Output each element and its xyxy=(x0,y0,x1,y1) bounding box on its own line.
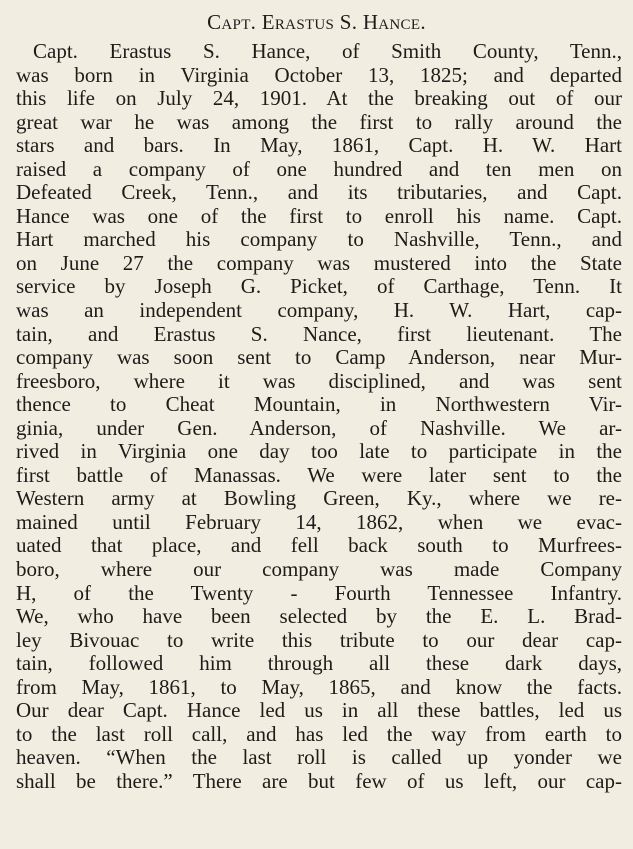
text-line: Our dear Capt. Hance led us in all these battles, led us xyxy=(16,699,622,723)
text-line: Defeated Creek, Tenn., and its tributaries, and Capt. xyxy=(16,181,622,205)
text-line: stars and bars. In May, 1861, Capt. H. W. Hart xyxy=(16,134,622,158)
text-line: raised a company of one hundred and ten men on xyxy=(16,157,622,181)
text-line: tain, followed him through all these dark days, xyxy=(16,652,622,676)
text-line: first battle of Manassas. We were later sent to the xyxy=(16,463,622,487)
text-line: uated that place, and fell back south to Murfrees- xyxy=(16,534,622,558)
text-line: boro, where our company was made Company xyxy=(16,558,622,582)
text-line: company was soon sent to Camp Anderson, near Mur- xyxy=(16,346,622,370)
text-line: tain, and Erastus S. Nance, first lieutenant. The xyxy=(16,322,622,346)
text-line: shall be there.” There are but few of us left, our cap- xyxy=(16,769,622,793)
text-line: was born in Virginia October 13, 1825; and departed xyxy=(16,63,622,87)
article-body xyxy=(16,40,622,794)
text-line: ginia, under Gen. Anderson, of Nashville. We ar- xyxy=(16,416,622,440)
text-line: on June 27 the company was mustered into the State xyxy=(16,251,622,275)
text-line: ley Bivouac to write this tribute to our dear cap- xyxy=(16,628,622,652)
text-line: thence to Cheat Mountain, in Northwestern Vir- xyxy=(16,393,622,417)
text-line: great war he was among the first to rally around the xyxy=(16,110,622,134)
text-line: Hance was one of the first to enroll his name. Capt. xyxy=(16,204,622,228)
text-line: to the last roll call, and has led the way from earth to xyxy=(16,722,622,746)
text-line: service by Joseph G. Picket, of Carthage, Tenn. It xyxy=(16,275,622,299)
article-title: Capt. Erastus S. Hance. xyxy=(207,10,426,34)
text-line: Western army at Bowling Green, Ky., where we re- xyxy=(16,487,622,511)
text-line: was an independent company, H. W. Hart, cap- xyxy=(16,299,622,323)
text-line: heaven. “When the last roll is called up yonder we xyxy=(16,746,622,770)
text-line: from May, 1861, to May, 1865, and know the facts. xyxy=(16,675,622,699)
text-line: rived in Virginia one day too late to participate in the xyxy=(16,440,622,464)
text-line: this life on July 24, 1901. At the breaking out of our xyxy=(16,87,622,111)
text-line: Capt. Erastus S. Hance, of Smith County, Tenn., xyxy=(33,40,622,63)
text-line: mained until February 14, 1862, when we evac- xyxy=(16,510,622,534)
text-line: We, who have been selected by the E. L. Brad- xyxy=(16,605,622,629)
text-line: freesboro, where it was disciplined, and was sent xyxy=(16,369,622,393)
text-line: H, of the Twenty - Fourth Tennessee Infantry. xyxy=(16,581,622,605)
text-line: Hart marched his company to Nashville, Tenn., and xyxy=(16,228,622,252)
